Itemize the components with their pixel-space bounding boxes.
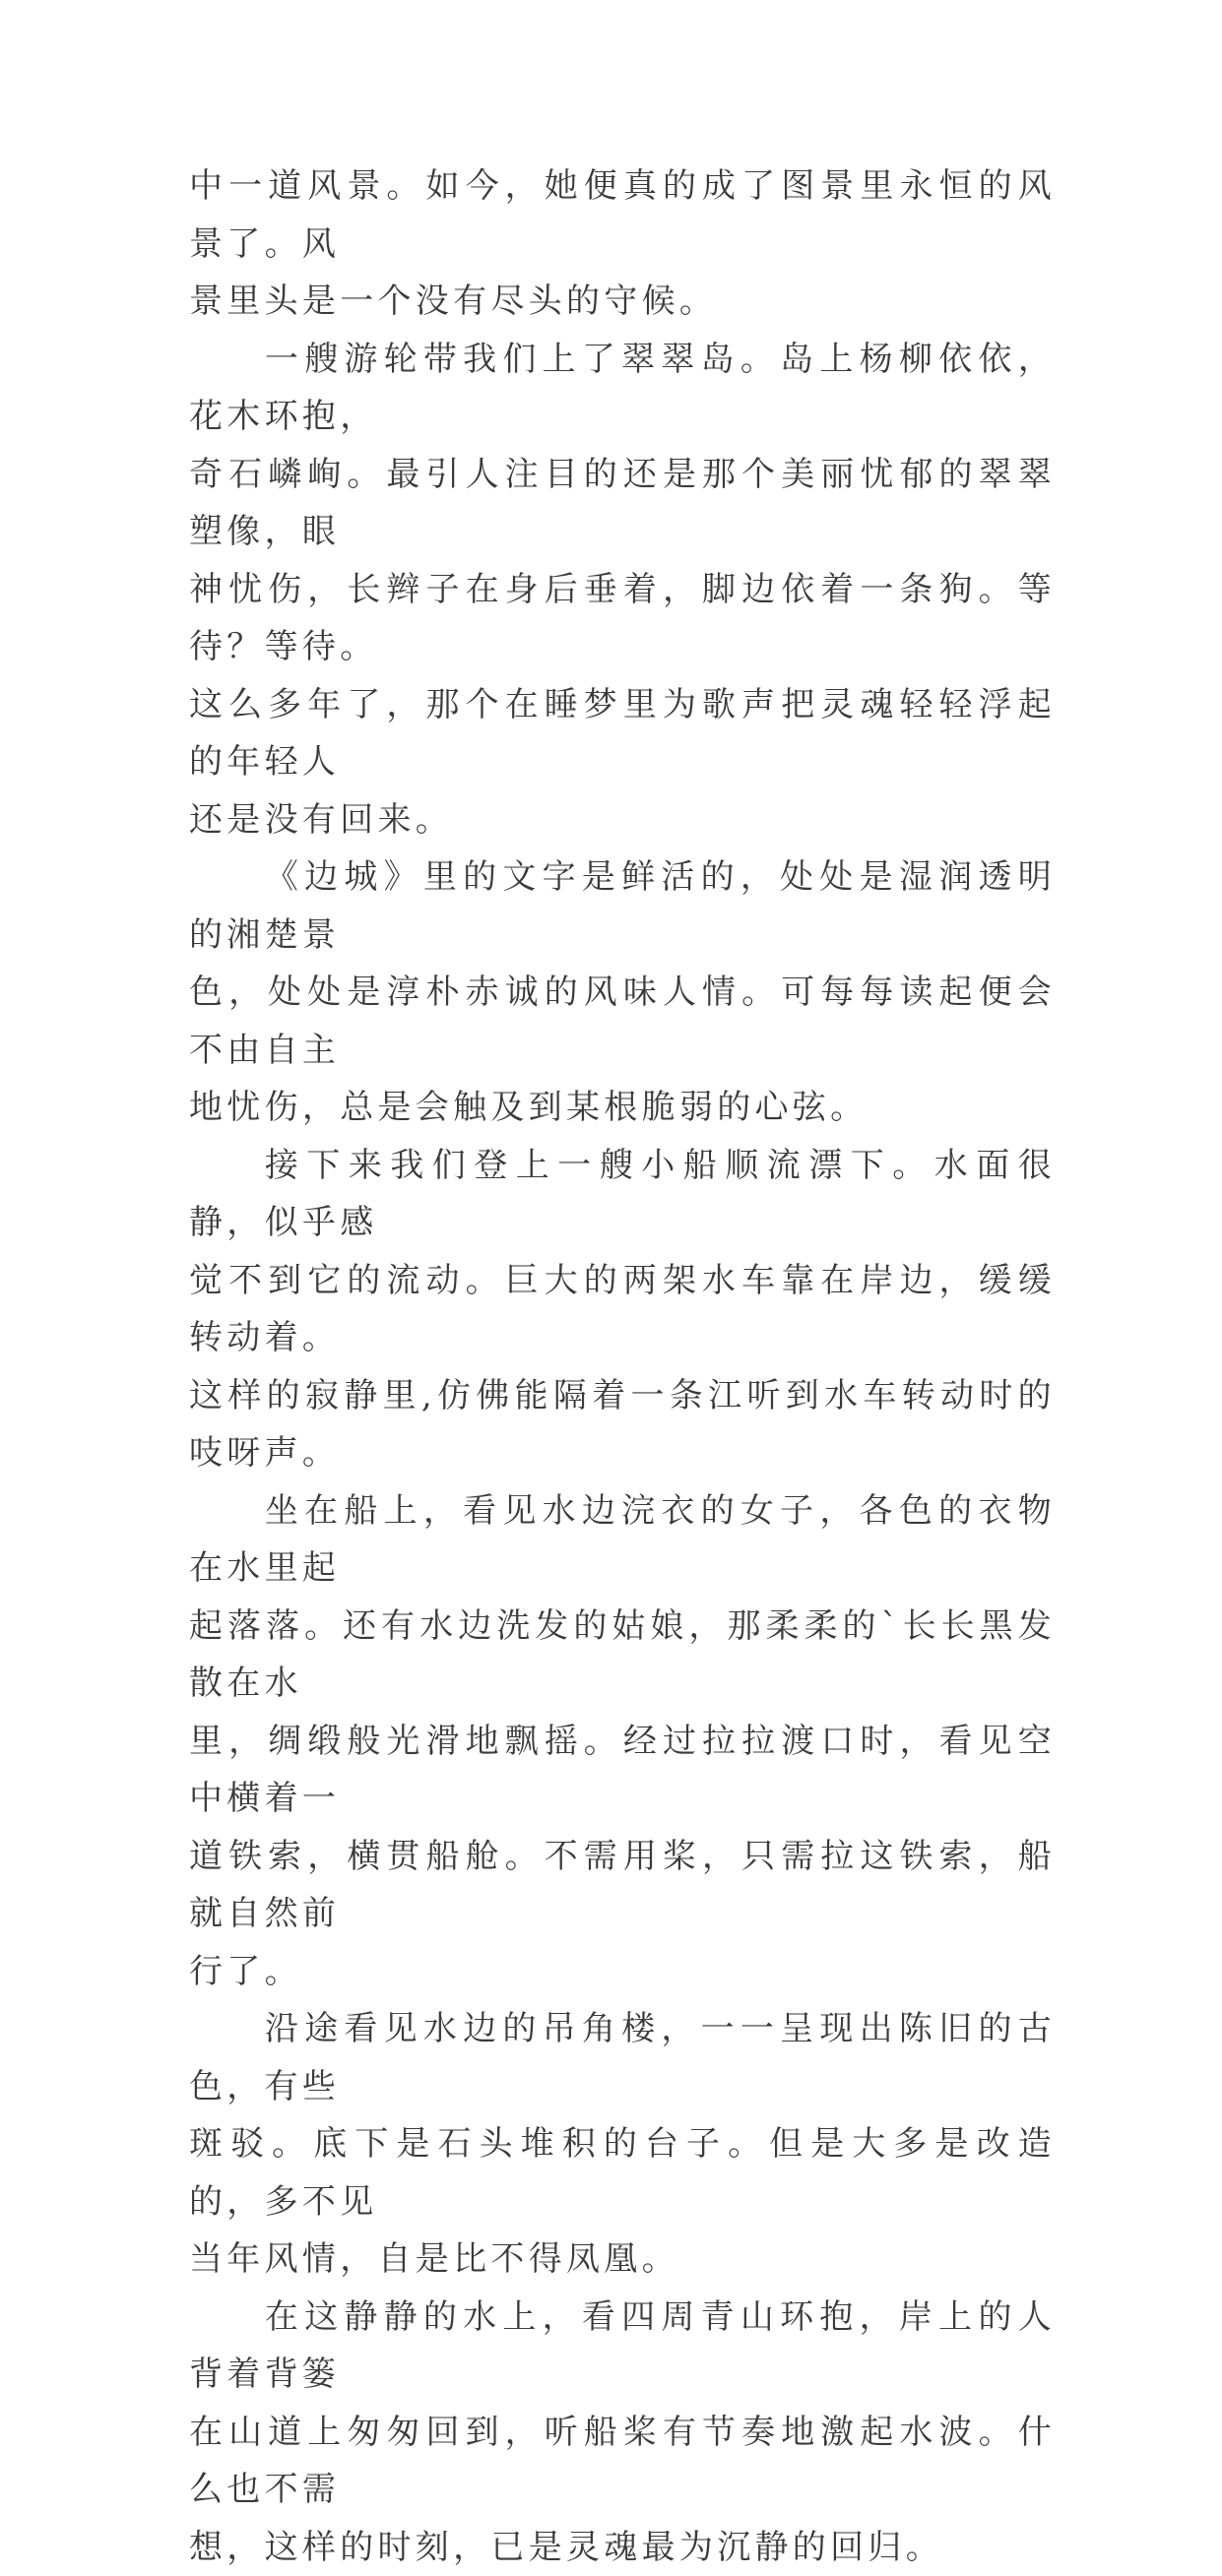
paragraph-4 bbox=[189, 1137, 1056, 1482]
text-line: 一艘游轮带我们上了翠翠岛。岛上杨柳依依，花木环抱， bbox=[189, 331, 1056, 446]
paragraph-2 bbox=[189, 331, 1056, 849]
text-line: 沿途看见水边的吊角楼，一一呈现出陈旧的古色，有些 bbox=[189, 2000, 1056, 2115]
paragraph-6 bbox=[189, 2000, 1056, 2289]
text-line: 接下来我们登上一艘小船顺流漂下。水面很静，似乎感 bbox=[189, 1137, 1056, 1252]
text-line: 神忧伤，长辫子在身后垂着，脚边依着一条狗。等待？等待。 bbox=[189, 561, 1056, 676]
text-line: 里，绸缎般光滑地飘摇。经过拉拉渡口时，看见空中横着一 bbox=[189, 1713, 1056, 1828]
text-line: 觉不到它的流动。巨大的两架水车靠在岸边，缓缓转动着。 bbox=[189, 1252, 1056, 1367]
paragraph-1 bbox=[189, 157, 1056, 331]
text-line: 这样的寂静里,仿佛能隔着一条江听到水车转动时的吱呀声。 bbox=[189, 1367, 1056, 1482]
text-line: 坐在船上，看见水边浣衣的女子，各色的衣物在水里起 bbox=[189, 1482, 1056, 1598]
text-line: 色，处处是淳朴赤诚的风味人情。可每每读起便会不由自主 bbox=[189, 964, 1056, 1079]
text-line: 景里头是一个没有尽头的守候。 bbox=[189, 273, 1056, 331]
text-line: 这么多年了，那个在睡梦里为歌声把灵魂轻轻浮起的年轻人 bbox=[189, 676, 1056, 791]
text-line: 想，这样的时刻，已是灵魂最为沉静的回归。 bbox=[189, 2519, 1056, 2576]
article-body bbox=[189, 157, 1056, 2576]
paragraph-7 bbox=[189, 2289, 1056, 2576]
paragraph-5 bbox=[189, 1482, 1056, 2001]
paragraph-3 bbox=[189, 848, 1056, 1137]
text-line: 行了。 bbox=[189, 1943, 1056, 2001]
text-line: 在山道上匆匆回到，听船桨有节奏地激起水波。什么也不需 bbox=[189, 2404, 1056, 2519]
text-line: 当年风情，自是比不得凤凰。 bbox=[189, 2230, 1056, 2289]
text-line: 地忧伤，总是会触及到某根脆弱的心弦。 bbox=[189, 1079, 1056, 1137]
text-line: 还是没有回来。 bbox=[189, 791, 1056, 849]
text-line: 斑驳。底下是石头堆积的台子。但是大多是改造的，多不见 bbox=[189, 2115, 1056, 2230]
text-line: 在这静静的水上，看四周青山环抱，岸上的人背着背篓 bbox=[189, 2289, 1056, 2404]
text-line: 《边城》里的文字是鲜活的，处处是湿润透明的湘楚景 bbox=[189, 848, 1056, 964]
text-line: 奇石嶙峋。最引人注目的还是那个美丽忧郁的翠翠塑像，眼 bbox=[189, 446, 1056, 561]
text-line: 起落落。还有水边洗发的姑娘，那柔柔的`长长黑发散在水 bbox=[189, 1598, 1056, 1713]
text-line: 道铁索，横贯船舱。不需用桨，只需拉这铁索，船就自然前 bbox=[189, 1828, 1056, 1943]
text-line: 中一道风景。如今，她便真的成了图景里永恒的风景了。风 bbox=[189, 157, 1056, 273]
